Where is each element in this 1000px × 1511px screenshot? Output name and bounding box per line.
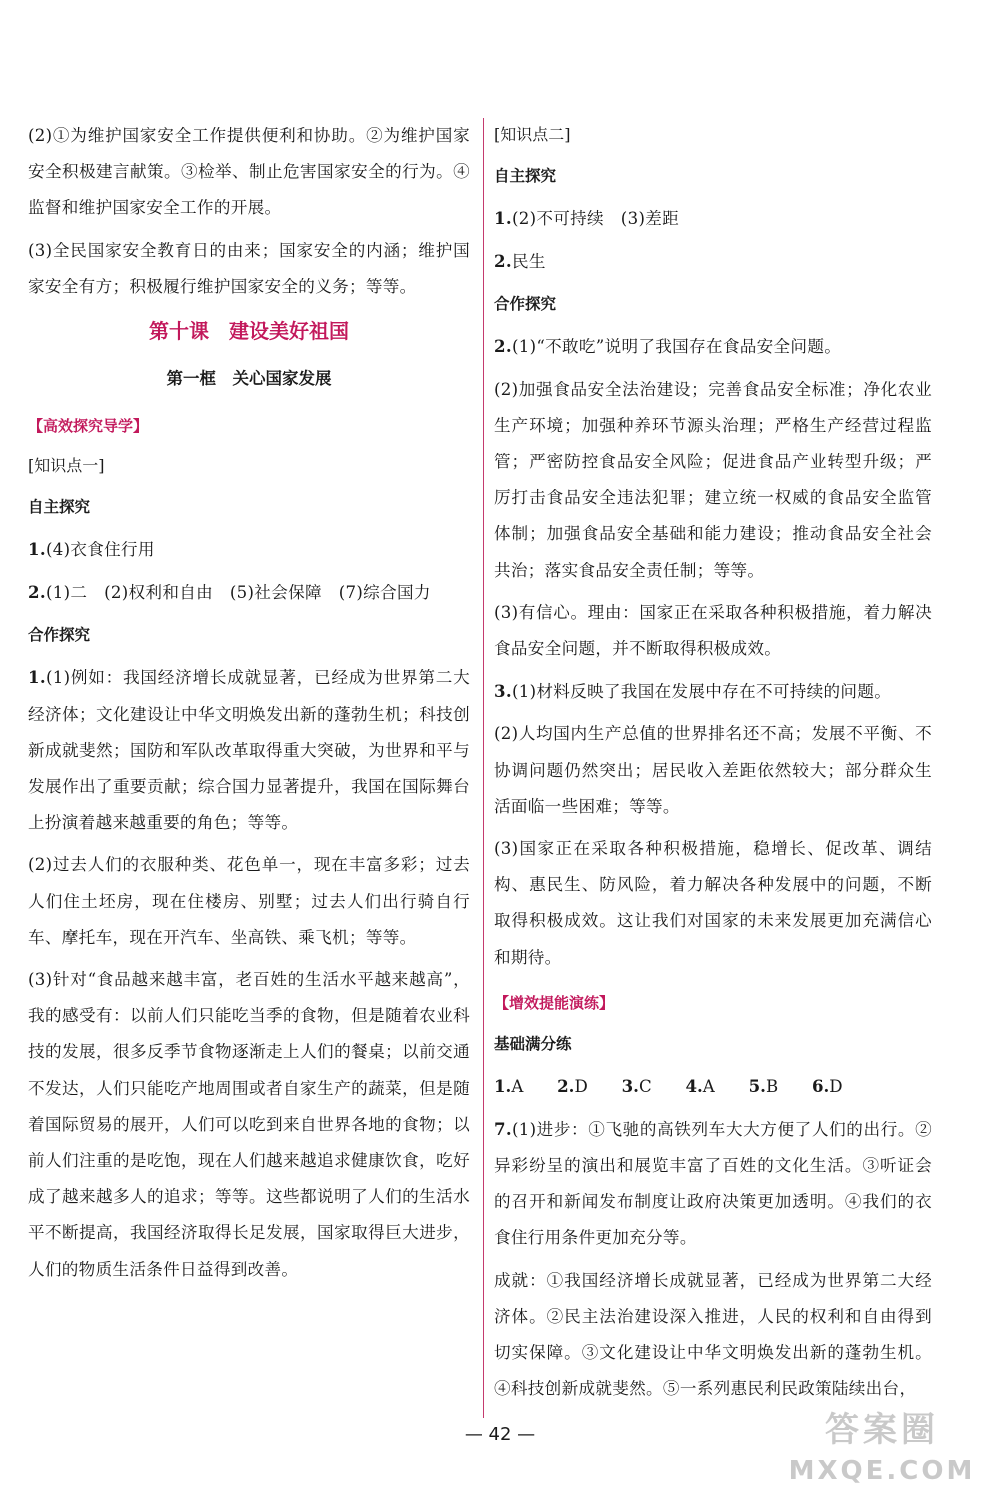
section-heading: 【增效提能演练】 bbox=[494, 993, 615, 1012]
answer-line bbox=[494, 200, 932, 237]
answer-line bbox=[494, 673, 932, 710]
question-number: 2. bbox=[557, 1075, 575, 1096]
question-number: 2. bbox=[28, 582, 46, 603]
subheading: 基础满分练 bbox=[494, 1034, 572, 1053]
answer-line bbox=[494, 1111, 932, 1257]
answer-text: (1)进步：①飞驰的高铁列车大大方便了人们的出行。②异彩纷呈的演出和展览丰富了百姓的文化生活。③听证会的召开和新闻发布制度让政府决策更加透明。④我们的衣食住行用条件更加充分等。 bbox=[494, 1119, 932, 1248]
answer-text: (1)例如：我国经济增长成就显著，已经成为世界第二大经济体；文化建设让中华文明焕发出新的蓬勃生机；科技创新成就斐然；国防和军队改革取得重大突破，为世界和平与发展作出了重要贡献；综合国力显著提升，我国在国际舞台上扮演着越来越重要的角色；等等。 bbox=[28, 668, 470, 833]
answer-text: (1)二 (2)权利和自由 (5)社会保障 (7)综合国力 bbox=[45, 583, 431, 603]
paragraph: (2)加强食品安全法治建设；完善食品安全标准；净化农业生产环境；加强种养环节源头治理；严格生产经营过程监管；严密防控食品安全风险；促进食品产业转型升级；严厉打击食品安全违法犯罪；建立统一权威的食品安全监管体制；加强食品安全基础和能力建设；推动食品安全社会共治；落实食品安全责任制；等等。 bbox=[494, 379, 932, 580]
paragraph: (3)国家正在采取各种积极措施，稳增长、促改革、调结构、惠民生、防风险，着力解决各种发展中的问题，不断取得积极成效。这让我们对国家的未来发展更加充满信心和期待。 bbox=[494, 839, 932, 967]
right-column bbox=[494, 118, 932, 1413]
answer-line bbox=[494, 243, 932, 280]
answer-line bbox=[494, 328, 932, 365]
subheading: 合作探究 bbox=[28, 626, 91, 645]
page-number: — 42 — bbox=[464, 1424, 536, 1445]
paragraph: (3)有信心。理由：国家正在采取各种积极措施，着力解决食品安全问题，并不断取得积极成效。 bbox=[494, 602, 932, 659]
choice-answer bbox=[494, 1077, 523, 1096]
question-number: 2. bbox=[494, 251, 512, 272]
choice-answer bbox=[557, 1077, 588, 1096]
lesson-title: 第十课 建设美好祖国 bbox=[149, 319, 349, 344]
frame-title: 第一框 关心国家发展 bbox=[166, 369, 332, 389]
question-number: 1. bbox=[28, 539, 46, 560]
choice-answer bbox=[622, 1077, 652, 1096]
watermark-logo bbox=[784, 1407, 980, 1499]
answer-line bbox=[28, 531, 470, 568]
answer-letter: D bbox=[574, 1076, 588, 1096]
paragraph: 成就：①我国经济增长成就显著，已经成为世界第二大经济体。②民主法治建设深入推进，人民的权利和自由得到切实保障。③文化建设让中华文明焕发出新的蓬勃生机。④科技创新成就斐然。⑤一系列惠民利民政策陆续出台， bbox=[494, 1270, 932, 1399]
choice-answers bbox=[494, 1068, 932, 1105]
answer-letter: D bbox=[829, 1076, 843, 1096]
answer-letter: C bbox=[638, 1076, 652, 1096]
question-number: 4. bbox=[685, 1075, 703, 1096]
question-number: 1. bbox=[28, 667, 46, 688]
subheading: 合作探究 bbox=[494, 295, 557, 314]
paragraph: (3)全民国家安全教育日的由来；国家安全的内涵；维护国家安全有方；积极履行维护国家安全的义务；等等。 bbox=[28, 240, 470, 296]
watermark-url: MXQE.COM bbox=[788, 1456, 976, 1486]
paragraph: (2)过去人们的衣服种类、花色单一，现在丰富多彩；过去人们住土坯房，现在住楼房、别墅；过去人们出行骑自行车、摩托车，现在开汽车、坐高铁、乘飞机；等等。 bbox=[28, 855, 470, 947]
paragraph: (2)人均国内生产总值的世界排名还不高；发展不平衡、不协调问题仍然突出；居民收入差距依然较大；部分群众生活面临一些困难；等等。 bbox=[494, 724, 932, 816]
question-number: 2. bbox=[494, 336, 512, 357]
answer-line bbox=[28, 574, 470, 611]
column-divider bbox=[483, 118, 484, 1418]
paragraph: (2)①为维护国家安全工作提供便利和协助。②为维护国家安全积极建言献策。③检举、制止危害国家安全的行为。④监督和维护国家安全工作的开展。 bbox=[28, 126, 470, 218]
answer-text: 民生 bbox=[511, 252, 546, 272]
question-number: 3. bbox=[621, 1075, 639, 1096]
choice-answer bbox=[749, 1077, 779, 1096]
watermark-text: 答案圈 bbox=[825, 1410, 939, 1450]
question-number: 1. bbox=[494, 208, 512, 228]
choice-answer bbox=[812, 1077, 843, 1096]
answer-line bbox=[28, 659, 470, 841]
answer-letter: A bbox=[511, 1076, 524, 1096]
left-column bbox=[28, 118, 470, 1294]
knowledge-point-label: [知识点一] bbox=[28, 456, 105, 476]
question-number: 5. bbox=[748, 1075, 766, 1096]
subheading: 自主探究 bbox=[28, 498, 91, 517]
question-number: 6. bbox=[811, 1075, 830, 1096]
answer-text: (2)不可持续 (3)差距 bbox=[511, 209, 680, 228]
choice-answer bbox=[685, 1077, 714, 1096]
answer-text: (1)“不敢吃”说明了我国存在食品安全问题。 bbox=[511, 337, 842, 357]
answer-letter: A bbox=[702, 1076, 715, 1096]
answer-text: (4)衣食住行用 bbox=[45, 540, 155, 560]
paragraph: (3)针对“食品越来越丰富，老百姓的生活水平越来越高”，我的感受有：以前人们只能吃当季的食物，但是随着农业科技的发展，很多反季节食物逐渐走上人们的餐桌；以前交通不发达，人们只能吃产地周围或者自家生产的蔬菜，但是随着国际贸易的展开，人们可以吃到来自世界各地的食物；以前人们注重的是吃饱，现在人们越来越追求健康饮食，吃好成了越来越多人的追求；等等。这些都说明了人们的生活水平不断提高，我国经济取得长足发展，国家取得巨大进步，人们的物质生活条件日益得到改善。 bbox=[28, 970, 470, 1279]
question-number: 7. bbox=[494, 1118, 512, 1139]
answer-text: (1)材料反映了我国在发展中存在不可持续的问题。 bbox=[511, 682, 892, 702]
answer-letter: B bbox=[765, 1076, 779, 1096]
question-number: 3. bbox=[494, 681, 512, 702]
question-number: 1. bbox=[494, 1075, 512, 1096]
knowledge-point-label: [知识点二] bbox=[494, 125, 571, 144]
section-heading: 【高效探究导学】 bbox=[28, 417, 149, 436]
subheading: 自主探究 bbox=[494, 167, 557, 185]
